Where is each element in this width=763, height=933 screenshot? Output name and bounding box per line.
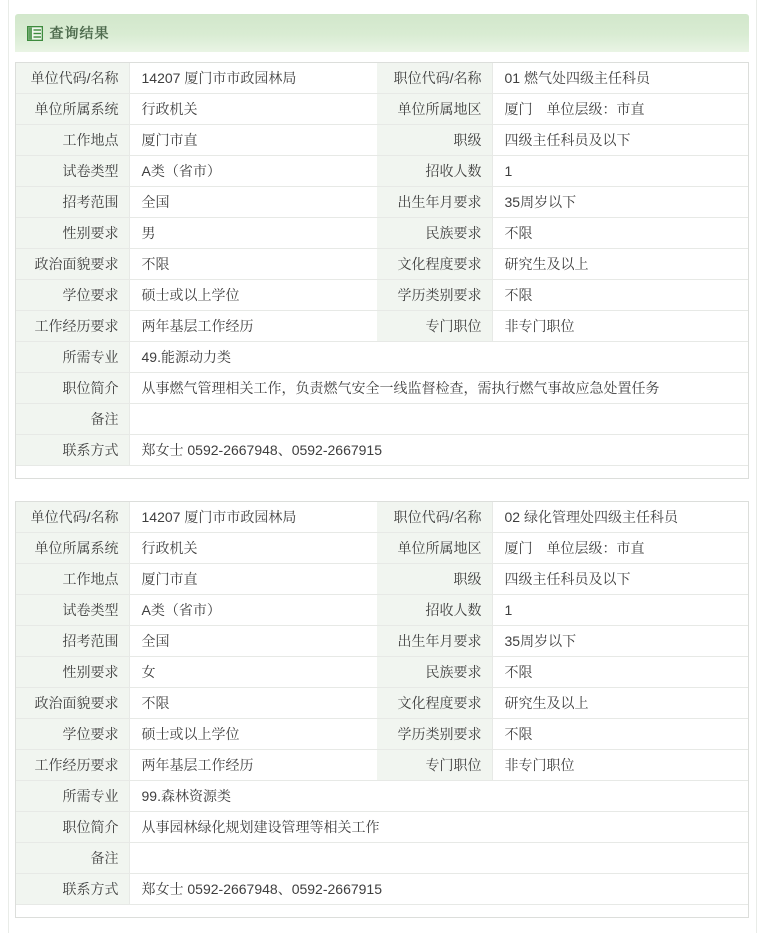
field-label: 工作经历要求 xyxy=(16,750,129,781)
field-label: 职位代码/名称 xyxy=(377,63,492,94)
field-label: 学历类别要求 xyxy=(377,280,492,311)
table-row xyxy=(16,249,748,280)
field-label: 单位代码/名称 xyxy=(16,63,129,94)
field-value: 1 xyxy=(492,156,748,187)
field-label: 民族要求 xyxy=(377,218,492,249)
field-value: 35周岁以下 xyxy=(492,626,748,657)
field-value: 郑女士 0592-2667948、0592-2667915 xyxy=(129,435,748,466)
field-label: 民族要求 xyxy=(377,657,492,688)
field-label: 单位所属系统 xyxy=(16,94,129,125)
field-value: 02 绿化管理处四级主任科员 xyxy=(492,502,748,533)
field-value: 35周岁以下 xyxy=(492,187,748,218)
field-value: 研究生及以上 xyxy=(492,688,748,719)
field-label: 工作经历要求 xyxy=(16,311,129,342)
field-label: 单位所属地区 xyxy=(377,533,492,564)
field-value: 厦门市直 xyxy=(129,564,377,595)
field-value: 男 xyxy=(129,218,377,249)
field-value: 49.能源动力类 xyxy=(129,342,748,373)
field-label: 学位要求 xyxy=(16,719,129,750)
field-value: 行政机关 xyxy=(129,533,377,564)
job-result-card xyxy=(15,501,749,918)
field-value xyxy=(129,843,748,874)
field-label: 试卷类型 xyxy=(16,156,129,187)
field-value: 全国 xyxy=(129,626,377,657)
field-label: 专门职位 xyxy=(377,750,492,781)
table-row xyxy=(16,156,748,187)
field-label: 职级 xyxy=(377,125,492,156)
field-label: 备注 xyxy=(16,404,129,435)
field-label: 职级 xyxy=(377,564,492,595)
field-label: 性别要求 xyxy=(16,218,129,249)
field-label: 单位代码/名称 xyxy=(16,502,129,533)
field-label: 招考范围 xyxy=(16,626,129,657)
table-row xyxy=(16,280,748,311)
field-label: 政治面貌要求 xyxy=(16,249,129,280)
table-row xyxy=(16,595,748,626)
field-label: 招收人数 xyxy=(377,156,492,187)
field-value xyxy=(129,404,748,435)
table-footer-strip xyxy=(16,905,748,917)
table-row xyxy=(16,564,748,595)
field-label: 职位简介 xyxy=(16,812,129,843)
field-value: 非专门职位 xyxy=(492,750,748,781)
table-row xyxy=(16,874,748,905)
field-label: 招考范围 xyxy=(16,187,129,218)
field-value: 不限 xyxy=(492,218,748,249)
field-value: 不限 xyxy=(492,280,748,311)
field-label: 联系方式 xyxy=(16,435,129,466)
field-label: 政治面貌要求 xyxy=(16,688,129,719)
field-value: 硕士或以上学位 xyxy=(129,280,377,311)
field-value: 两年基层工作经历 xyxy=(129,311,377,342)
field-label: 学位要求 xyxy=(16,280,129,311)
field-value: 全国 xyxy=(129,187,377,218)
field-label: 单位所属系统 xyxy=(16,533,129,564)
field-value: 厦门 单位层级：市直 xyxy=(492,94,748,125)
table-row xyxy=(16,502,748,533)
page-edge-line-right xyxy=(756,0,757,933)
field-label: 学历类别要求 xyxy=(377,719,492,750)
field-value: 郑女士 0592-2667948、0592-2667915 xyxy=(129,874,748,905)
field-value: 硕士或以上学位 xyxy=(129,719,377,750)
table-row xyxy=(16,657,748,688)
field-label: 试卷类型 xyxy=(16,595,129,626)
table-row xyxy=(16,843,748,874)
table-row xyxy=(16,342,748,373)
field-label: 文化程度要求 xyxy=(377,688,492,719)
field-label: 文化程度要求 xyxy=(377,249,492,280)
page-title: 查询结果 xyxy=(49,25,110,41)
table-row xyxy=(16,688,748,719)
field-label: 单位所属地区 xyxy=(377,94,492,125)
table-row xyxy=(16,812,748,843)
field-value: 01 燃气处四级主任科员 xyxy=(492,63,748,94)
field-value: A类（省市） xyxy=(129,595,377,626)
field-value: 非专门职位 xyxy=(492,311,748,342)
table-row xyxy=(16,533,748,564)
field-value: 不限 xyxy=(492,657,748,688)
field-value: 行政机关 xyxy=(129,94,377,125)
field-value: 研究生及以上 xyxy=(492,249,748,280)
field-value: 四级主任科员及以下 xyxy=(492,564,748,595)
table-row xyxy=(16,626,748,657)
field-value: 14207 厦门市市政园林局 xyxy=(129,502,377,533)
field-value: 不限 xyxy=(492,719,748,750)
job-result-card xyxy=(15,62,749,479)
field-value: 14207 厦门市市政园林局 xyxy=(129,63,377,94)
field-label: 工作地点 xyxy=(16,125,129,156)
field-value: 从事园林绿化规划建设管理等相关工作 xyxy=(129,812,748,843)
table-row xyxy=(16,125,748,156)
field-value: 99.森林资源类 xyxy=(129,781,748,812)
field-value: 不限 xyxy=(129,249,377,280)
query-results-page xyxy=(15,0,749,918)
field-label: 职位代码/名称 xyxy=(377,502,492,533)
field-label: 所需专业 xyxy=(16,342,129,373)
field-value: 四级主任科员及以下 xyxy=(492,125,748,156)
table-row xyxy=(16,750,748,781)
field-label: 职位简介 xyxy=(16,373,129,404)
table-row xyxy=(16,187,748,218)
list-document-icon xyxy=(27,26,43,41)
field-label: 出生年月要求 xyxy=(377,187,492,218)
field-label: 所需专业 xyxy=(16,781,129,812)
table-row xyxy=(16,781,748,812)
results-header-bar xyxy=(15,14,749,52)
field-value: 厦门 单位层级：市直 xyxy=(492,533,748,564)
table-row xyxy=(16,218,748,249)
field-value: 两年基层工作经历 xyxy=(129,750,377,781)
field-label: 出生年月要求 xyxy=(377,626,492,657)
field-label: 备注 xyxy=(16,843,129,874)
field-value: 厦门市直 xyxy=(129,125,377,156)
field-label: 联系方式 xyxy=(16,874,129,905)
field-value: 女 xyxy=(129,657,377,688)
table-row xyxy=(16,435,748,466)
page-edge-line-left xyxy=(8,0,9,933)
table-row xyxy=(16,94,748,125)
table-row xyxy=(16,719,748,750)
field-label: 性别要求 xyxy=(16,657,129,688)
field-label: 招收人数 xyxy=(377,595,492,626)
field-value: 从事燃气管理相关工作，负责燃气安全一线监督检查，需执行燃气事故应急处置任务 xyxy=(129,373,748,404)
table-row xyxy=(16,311,748,342)
field-label: 工作地点 xyxy=(16,564,129,595)
field-value: 1 xyxy=(492,595,748,626)
table-footer-strip xyxy=(16,466,748,478)
field-value: A类（省市） xyxy=(129,156,377,187)
field-label: 专门职位 xyxy=(377,311,492,342)
table-row xyxy=(16,63,748,94)
table-row xyxy=(16,373,748,404)
field-value: 不限 xyxy=(129,688,377,719)
table-row xyxy=(16,404,748,435)
